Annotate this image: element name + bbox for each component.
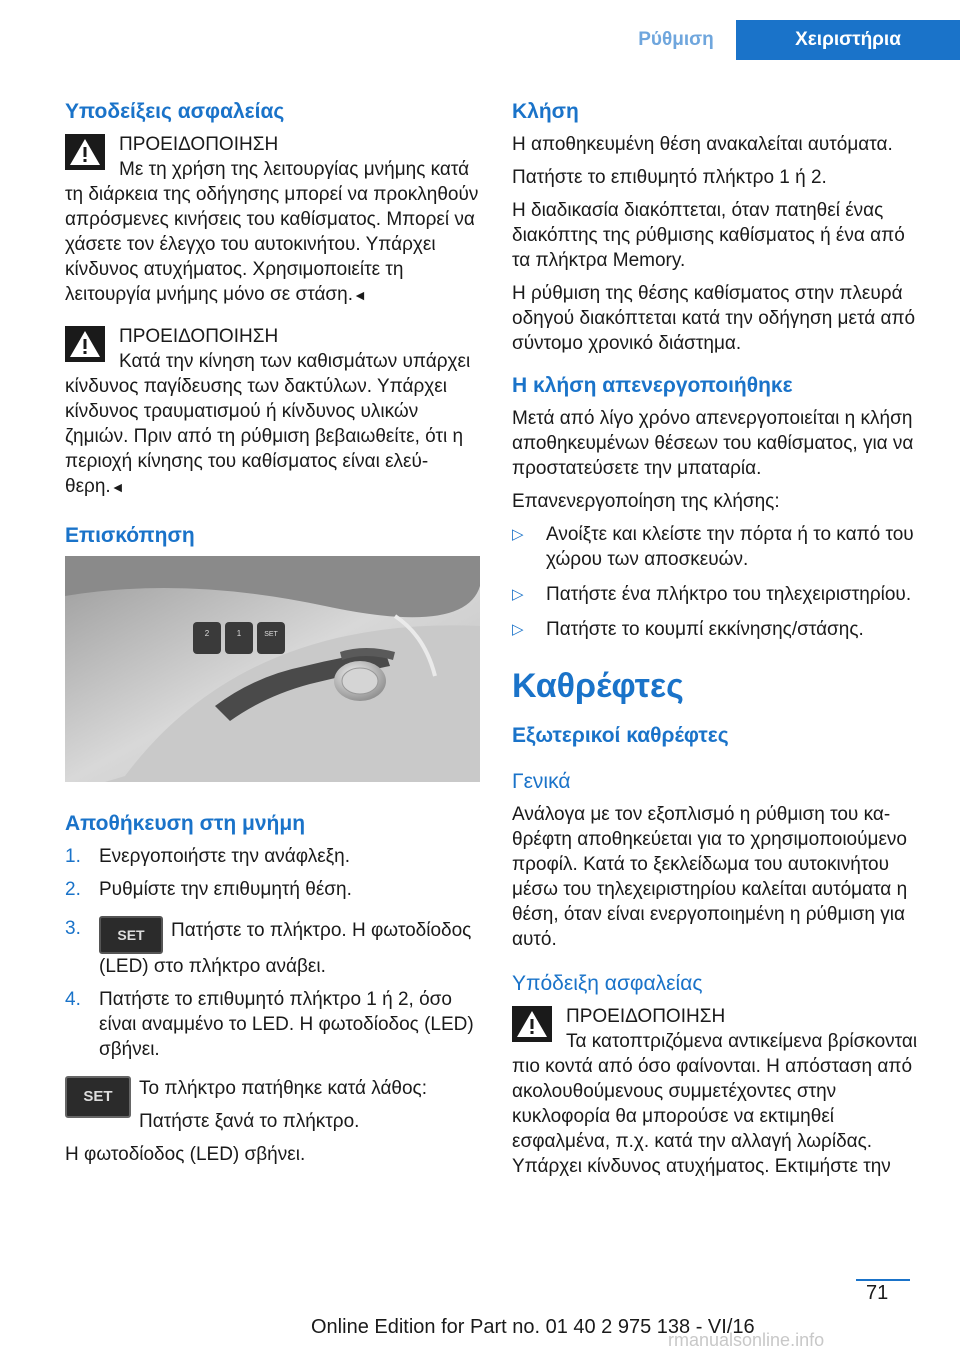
list-item — [512, 617, 924, 642]
deactivated-paragraph: Μετά από λίγο χρόνο απενεργοποιείται η κλήση αποθηκευμένων θέσεων του καθίσματος, για να προστατεύσετε την μπαταρία. — [512, 408, 914, 479]
set-note-line: Πατήστε ξανά το πλήκτρο. — [139, 1111, 360, 1132]
bullet-text: Πατήστε ένα πλήκτρο του τηλεχειριστηρίου. — [546, 584, 912, 605]
store-heading: Αποθήκευση στη μνήμη — [65, 812, 306, 835]
safety-note-heading: Υπόδειξη ασφαλείας — [512, 972, 703, 995]
warning-text: Κατά την κίνηση των καθισμάτων υπάρχει κίνδυνος παγίδευσης των δακτύλων. Υπάρχει κίνδυνος τραυματισμού ή κίνδυνος υλικών ζημιών. Πριν από τη ρύθμιση βεβαιωθείτε, ότι η περιοχή κίνησης του καθίσματος είναι ελεύθερη. — [65, 351, 471, 497]
list-item — [65, 844, 480, 869]
set-note-result: Η φωτοδίοδος (LED) σβήνει. — [65, 1144, 306, 1165]
warning-title: ΠΡΟΕΙΔΟΠΟΙΗΣΗ — [119, 134, 279, 155]
recall-paragraph: Η διαδικασία διακόπτεται, όταν πατηθεί ένας διακόπτης της ρύθμισης καθίσματος ή ένα από τα πλήκτρα Memory. — [512, 200, 905, 271]
recall-paragraph: Πατήστε το επιθυμητό πλήκτρο 1 ή 2. — [512, 167, 827, 188]
step-text: Ενεργοποιήστε την ανάφλεξη. — [99, 846, 351, 867]
bullet-text: Πατήστε το κουμπί εκκίνησης/στάσης. — [546, 619, 864, 640]
seat-controls-photo — [65, 556, 480, 782]
warning-title: ΠΡΟΕΙΔΟΠΟΙΗΣΗ — [566, 1006, 726, 1027]
page-number: 71 — [866, 1282, 889, 1304]
recall-heading: Κλήση — [512, 100, 579, 123]
mirrors-heading: Καθρέφτες — [512, 667, 684, 705]
triangle-bullet-icon: ▷ — [512, 621, 524, 638]
store-steps — [65, 844, 480, 1062]
header-tabs — [616, 20, 960, 60]
step-text: Ρυθμίστε την επιθυμητή θέση. — [99, 879, 352, 900]
watermark: rmanualsonline.info — [668, 1330, 825, 1350]
reactivation-label: Επανενεργοποίηση της κλήσης: — [512, 491, 780, 512]
step-text: Πατήστε το επιθυμητό πλήκτρο 1 ή 2, όσο είναι αναμμένο το LED. Η φωτοδίοδος (LED) σβήνει. — [99, 989, 474, 1060]
warning-3 — [512, 1004, 924, 1179]
reactivation-list — [512, 522, 924, 642]
warning-icon — [65, 326, 105, 362]
warning-text: Με τη χρήση της λειτουργίας μνήμης κατά τη διάρκεια της οδήγησης μπορεί να προκληθούν απρόσμενες κινήσεις του καθίσματος. Μπορεί να χάσετε τον έλεγχο του αυτοκινήτου. Υπάρχει κίνδυνος ατυχήματος. Χρησιμοποιείτε τη λειτουργία μνήμης μόνο σε στάση. — [65, 159, 479, 305]
list-item — [512, 582, 924, 607]
exterior-mirrors-heading: Εξωτερικοί καθρέφτες — [512, 724, 729, 747]
warning-icon — [512, 1006, 552, 1042]
overview-heading: Επισκόπηση — [65, 524, 195, 547]
right-column — [512, 98, 924, 1195]
safety-heading: Υποδείξεις ασφαλείας — [65, 100, 285, 123]
seat-button-1: 1 — [236, 629, 242, 638]
step-number: 2. — [65, 879, 81, 900]
step-text: Πατήστε το πλήκτρο. Η φωτοδίοδος (LED) στο πλήκτρο ανάβει. — [99, 920, 472, 977]
warning-2 — [65, 324, 480, 500]
end-mark: ◄ — [110, 479, 125, 495]
list-item — [65, 877, 480, 902]
seat-button-set: SET — [264, 631, 278, 638]
general-paragraph: Ανάλογα με τον εξοπλισμό η ρύθμιση του καθρέφτη αποθηκεύεται για το χρησιμοποιούμενο προφίλ. Κατά το ξεκλείδωμα του αυτοκινήτου μέσω του τηλεχειριστηρίου καλείται αυτόματα η θέση, όταν είναι ενεργοποιημένη η ρύθμιση για αυτό. — [512, 804, 908, 950]
recall-paragraph: Η ρύθμιση της θέσης καθίσματος στην πλευρά οδηγού διακόπτεται κατά την οδήγηση μετά από σύντομο χρονικό διάστημα. — [512, 283, 916, 354]
warning-icon — [65, 134, 105, 170]
warning-1 — [65, 132, 480, 308]
list-item — [65, 987, 480, 1062]
general-heading: Γενικά — [512, 770, 571, 793]
deactivated-heading: Η κλήση απενεργοποιήθηκε — [512, 374, 793, 397]
triangle-bullet-icon: ▷ — [512, 586, 524, 603]
left-column — [65, 98, 480, 1175]
tab-controls[interactable]: Χειριστήρια — [736, 20, 960, 60]
step-number: 4. — [65, 989, 81, 1010]
step-number: 1. — [65, 846, 81, 867]
list-item — [65, 916, 480, 979]
seat-button-2: 2 — [204, 629, 210, 638]
recall-paragraph: Η αποθηκευμένη θέση ανακαλείται αυτόματα. — [512, 134, 893, 155]
tab-settings[interactable]: Ρύθμιση — [616, 20, 736, 60]
step-number: 3. — [65, 918, 81, 939]
set-button-icon: SET — [65, 1076, 131, 1118]
warning-title: ΠΡΟΕΙΔΟΠΟΙΗΣΗ — [119, 326, 279, 347]
bullet-text: Ανοίξτε και κλείστε την πόρτα ή το καπό του χώρου των αποσκευών. — [546, 524, 914, 570]
footer-rule — [856, 1279, 910, 1281]
list-item — [512, 522, 924, 572]
end-mark: ◄ — [353, 287, 367, 303]
set-note — [65, 1076, 480, 1134]
set-note-line: Το πλήκτρο πατήθηκε κατά λάθος: — [139, 1078, 427, 1099]
set-button-icon: SET — [99, 916, 163, 954]
warning-text: Τα κατοπτριζόμενα αντικείμενα βρίσκονται πιο κοντά από όσο φαίνονται. Η απόσταση από ακολουθούμενους συμμετέχοντες στην κυκλοφορία θα μπορούσε να εκτιμηθεί εσφαλμένα, π.χ. κατά την αλλαγή λωρίδας. Υπάρχει κίνδυνος ατυχήματος. Εκτιμήστε την — [512, 1031, 918, 1177]
footer-edition: Online Edition for Part no. 01 40 2 975 138 - VI/16 — [311, 1316, 755, 1338]
triangle-bullet-icon: ▷ — [512, 526, 524, 543]
